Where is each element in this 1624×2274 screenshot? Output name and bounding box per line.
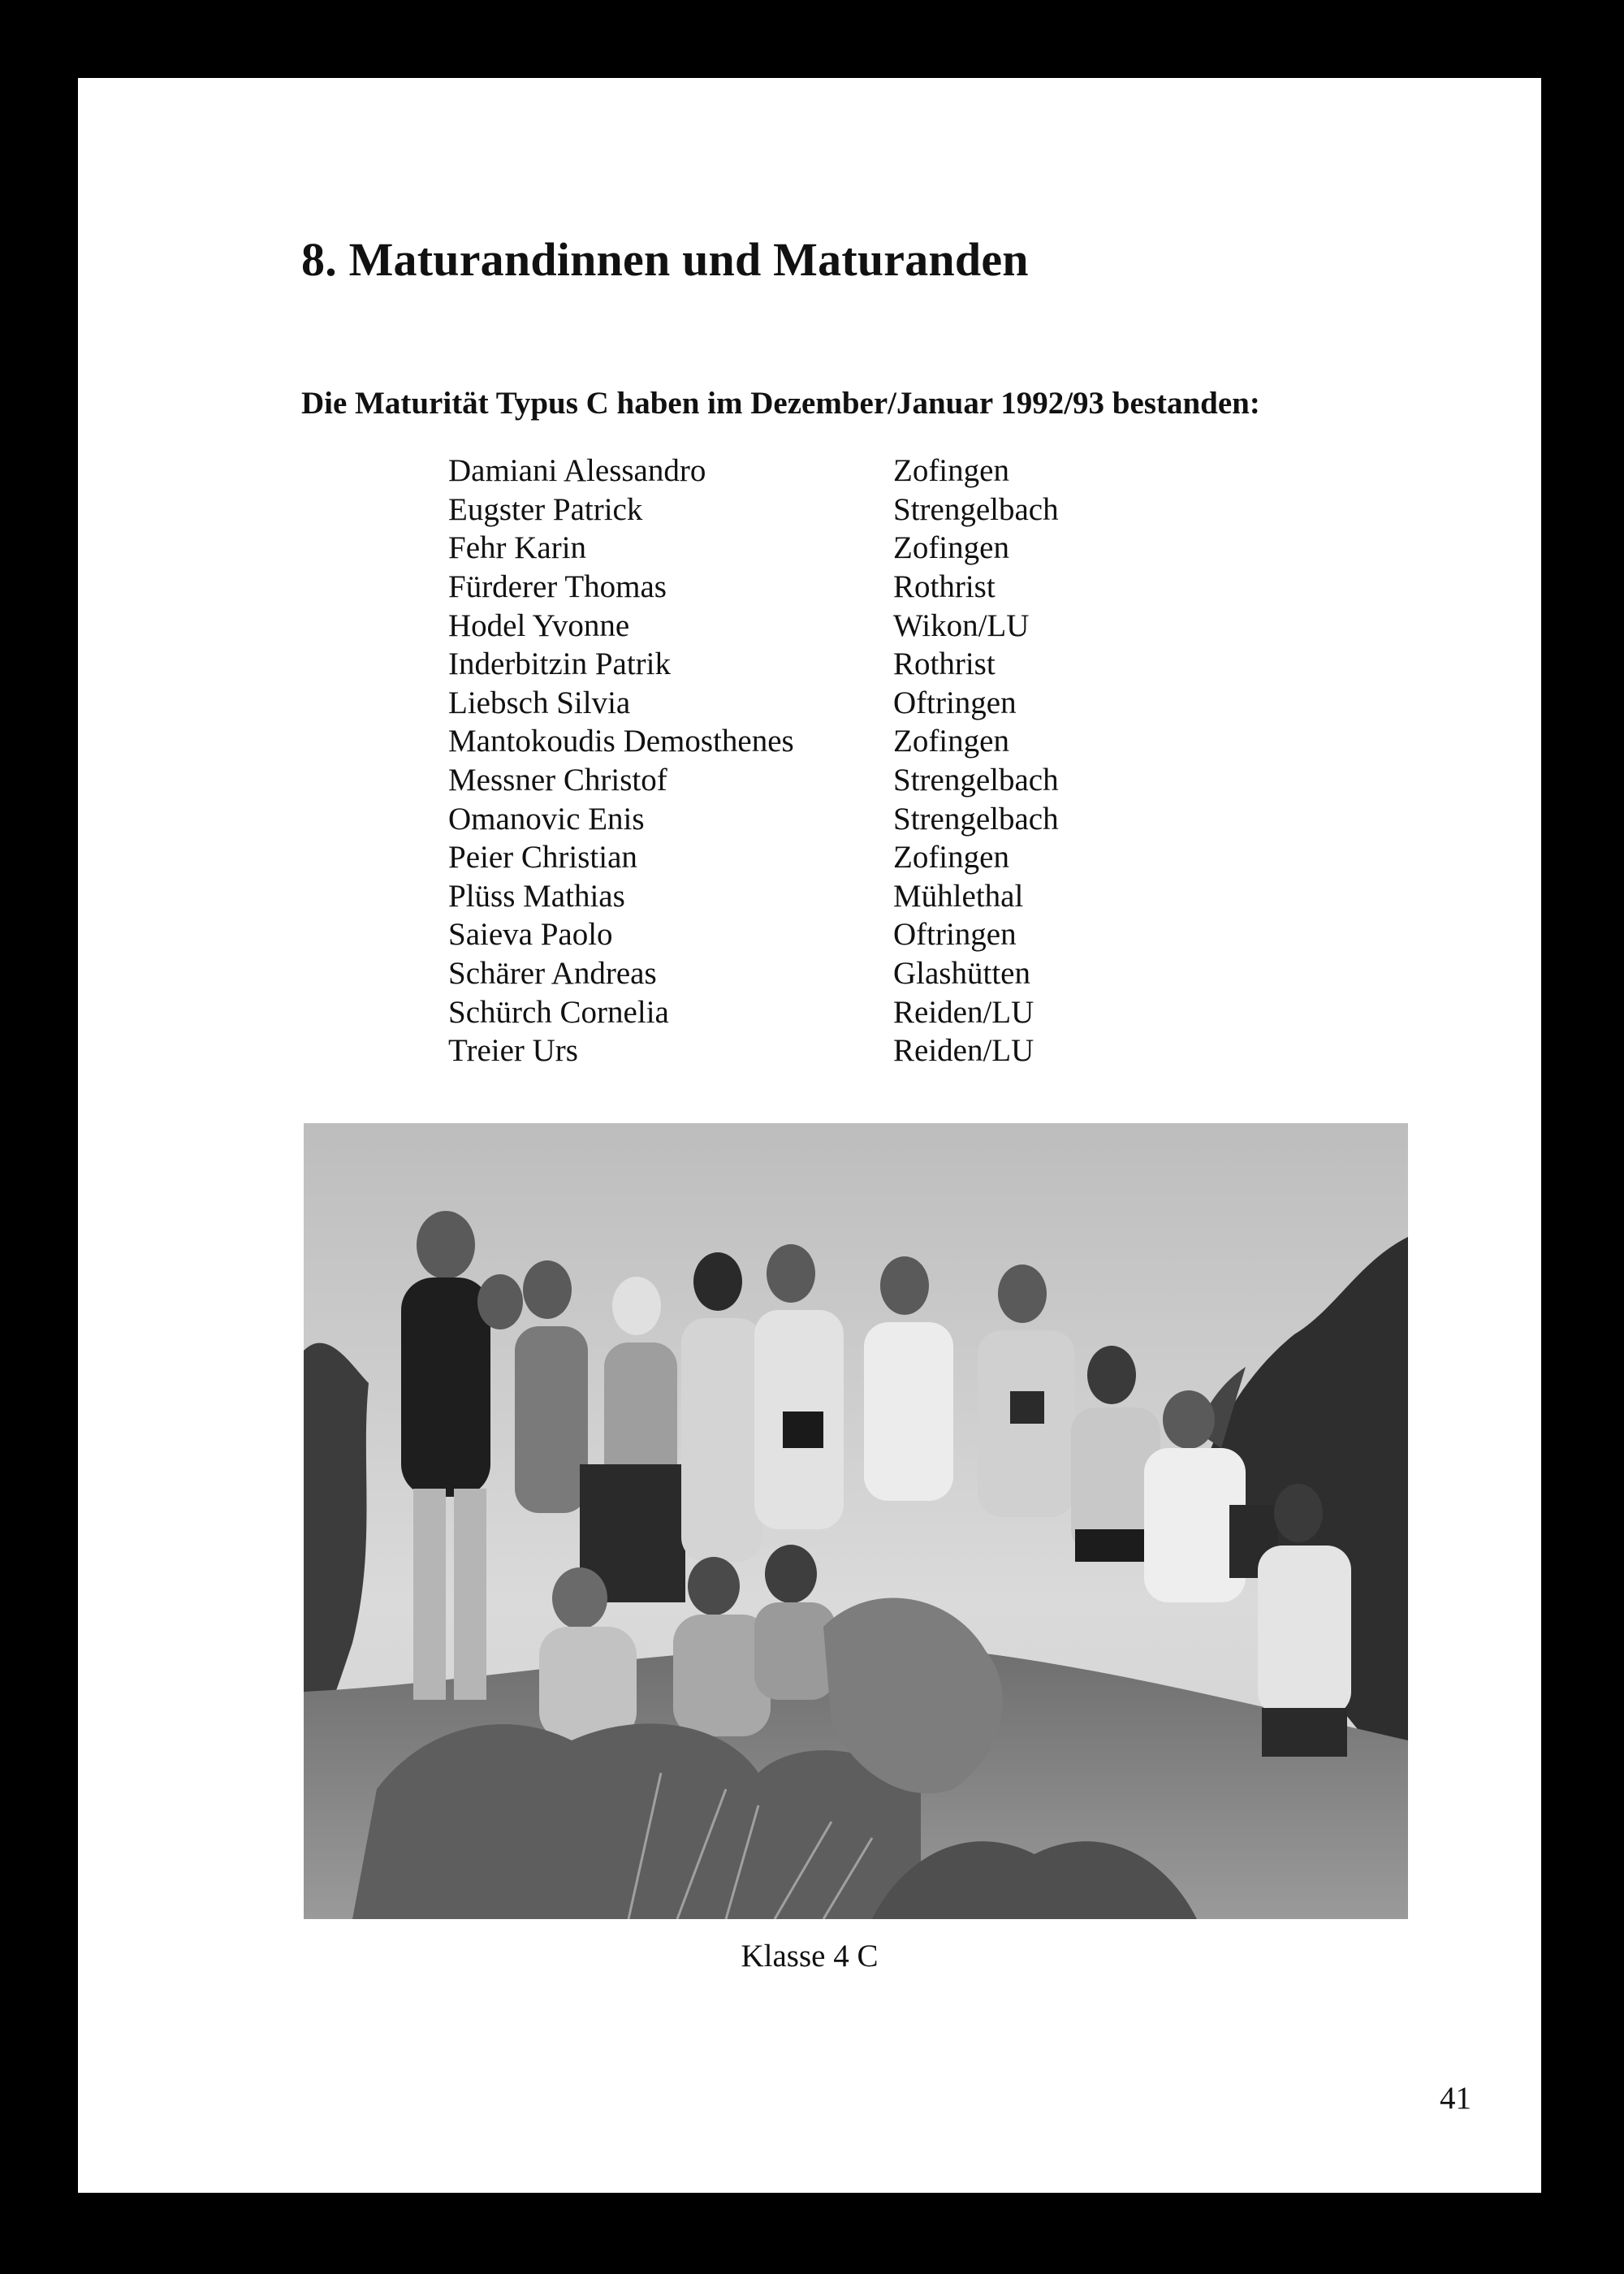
graduate-place: Rothrist [893, 569, 996, 605]
graduate-place: Reiden/LU [893, 994, 1034, 1030]
graduate-place: Wikon/LU [893, 607, 1030, 643]
graduate-place: Oftringen [893, 917, 1017, 953]
graduate-place: Zofingen [893, 724, 1009, 759]
list-item [448, 761, 1179, 800]
list-item [448, 568, 1179, 607]
list-item [448, 606, 1179, 645]
list-item [448, 954, 1179, 993]
graduate-place: Mühlethal [893, 878, 1024, 914]
graduates-list [448, 452, 1179, 1070]
photo-caption: Klasse 4 C [741, 1939, 879, 1974]
list-item [448, 877, 1179, 916]
list-item [448, 645, 1179, 684]
graduate-name: Fürderer Thomas [448, 569, 667, 605]
list-item [448, 1031, 1179, 1070]
graduate-name: Hodel Yvonne [448, 607, 630, 643]
graduate-name: Omanovic Enis [448, 801, 645, 837]
list-item [448, 452, 1179, 491]
list-item [448, 684, 1179, 723]
graduate-place: Strengelbach [893, 801, 1059, 837]
list-item [448, 529, 1179, 568]
graduate-place: Zofingen [893, 530, 1009, 566]
list-item [448, 799, 1179, 838]
graduate-name: Damiani Alessandro [448, 453, 706, 489]
graduate-name: Mantokoudis Demosthenes [448, 724, 794, 759]
document-page [78, 78, 1541, 2193]
graduate-place: Strengelbach [893, 491, 1059, 527]
list-item [448, 992, 1179, 1031]
graduate-place: Zofingen [893, 453, 1009, 489]
section-subtitle: Die Maturität Typus C haben im Dezember/Januar 1992/93 bestanden: [301, 386, 1260, 421]
graduate-name: Inderbitzin Patrik [448, 646, 672, 682]
graduate-place: Strengelbach [893, 763, 1059, 798]
page-number: 41 [1440, 2081, 1471, 2116]
graduate-place: Glashütten [893, 956, 1030, 992]
list-item [448, 915, 1179, 954]
graduate-place: Rothrist [893, 646, 996, 682]
graduate-name: Schürch Cornelia [448, 994, 669, 1030]
graduate-name: Fehr Karin [448, 530, 587, 566]
graduate-name: Plüss Mathias [448, 878, 625, 914]
list-item [448, 491, 1179, 530]
graduate-place: Zofingen [893, 840, 1009, 875]
graduate-name: Saieva Paolo [448, 917, 613, 953]
list-item [448, 722, 1179, 761]
graduate-name: Liebsch Silvia [448, 685, 631, 720]
graduate-place: Oftringen [893, 685, 1017, 720]
graduate-name: Treier Urs [448, 1033, 578, 1069]
graduate-place: Reiden/LU [893, 1033, 1034, 1069]
page-title: 8. Maturandinnen und Maturanden [301, 233, 1029, 286]
graduate-name: Messner Christof [448, 763, 667, 798]
class-group-photo [304, 1123, 1408, 1919]
list-item [448, 838, 1179, 877]
graduate-name: Schärer Andreas [448, 956, 657, 992]
graduate-name: Eugster Patrick [448, 491, 643, 527]
graduate-name: Peier Christian [448, 840, 637, 875]
